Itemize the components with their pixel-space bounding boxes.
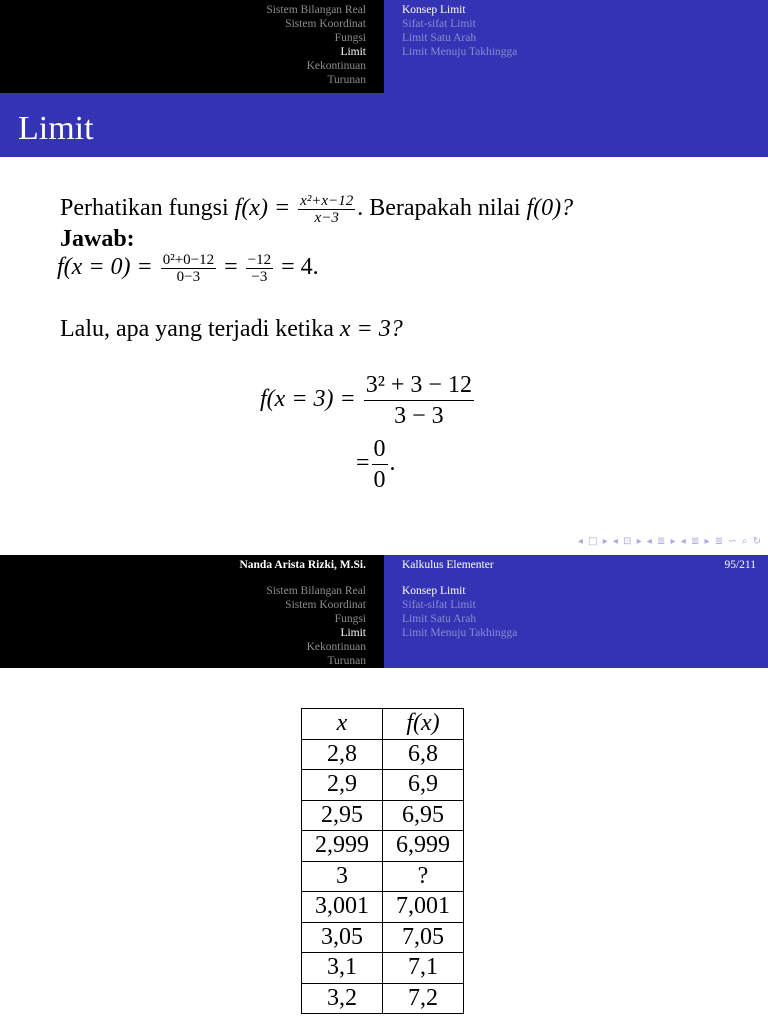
beamer-navigation-symbols[interactable]: ◂ □ ▸ ◂ ⊡ ▸ ◂ ≣ ▸ ◂ ≣ ▸ ≣ ∽ ⌕ ↻	[577, 536, 762, 547]
followup-math: x = 3?	[339, 316, 403, 342]
table-cell-fx: 6,999	[383, 831, 464, 862]
author-name: Nanda Arista Rizki, M.Si.	[0, 555, 384, 575]
table-cell-fx: 7,2	[383, 983, 464, 1014]
equation-line-1	[260, 370, 476, 431]
answer-result: = 4.	[281, 254, 319, 281]
subsection-link-sifat-sifat-limit[interactable]: Sifat-sifat Limit	[402, 599, 476, 611]
table-row	[302, 770, 464, 801]
subsection-link-konsep-limit[interactable]: Konsep Limit	[402, 4, 466, 16]
table-cell-x: 2,95	[302, 800, 383, 831]
fraction-numerator: 3² + 3 − 12	[364, 370, 474, 401]
table-cell-fx: 7,05	[383, 922, 464, 953]
table-cell-x: 3	[302, 861, 383, 892]
followup-text: Lalu, apa yang terjadi ketika	[60, 316, 334, 342]
question-text: Perhatikan fungsi	[60, 195, 229, 222]
followup-line	[60, 314, 403, 344]
equation-tail: .	[389, 450, 396, 477]
table-cell-fx: 7,1	[383, 953, 464, 984]
section-link-limit[interactable]: Limit	[340, 627, 366, 639]
fraction-numerator: x²+x−12	[300, 193, 354, 209]
table-header-row	[302, 709, 464, 740]
fraction-denominator: 3 − 3	[394, 403, 444, 429]
fraction-denominator: 0−3	[176, 269, 201, 285]
fraction-numerator: 0²+0−12	[162, 252, 215, 268]
function-fraction	[298, 193, 355, 226]
equation-lhs: f(x = 3) =	[260, 386, 356, 413]
table-cell-fx: 6,9	[383, 770, 464, 801]
question-target: f(0)?	[526, 195, 574, 222]
answer-lhs: f(x = 0) =	[57, 254, 153, 281]
subsection-nav	[384, 0, 768, 93]
function-name: f	[234, 195, 242, 222]
subsection-link-sifat-sifat-limit[interactable]: Sifat-sifat Limit	[402, 18, 476, 30]
section-nav	[0, 575, 384, 668]
table-row	[302, 892, 464, 923]
table-cell-fx: 6,8	[383, 739, 464, 770]
section-link-sistem-koordinat[interactable]: Sistem Koordinat	[285, 18, 366, 30]
fraction-numerator: −12	[247, 252, 272, 268]
table-row	[302, 983, 464, 1014]
subsection-nav	[384, 575, 768, 668]
table-row	[302, 861, 464, 892]
table-row	[302, 922, 464, 953]
header-navigation	[0, 575, 768, 668]
header-navigation	[0, 0, 768, 93]
fraction-numerator: 0	[372, 434, 388, 465]
equation-fraction	[372, 434, 388, 495]
section-link-sistem-koordinat[interactable]: Sistem Koordinat	[285, 599, 366, 611]
equation-line-2	[356, 434, 396, 495]
fraction-denominator: −3	[251, 269, 268, 285]
answer-fraction-2	[246, 252, 273, 285]
column-header-x: x	[302, 709, 383, 740]
section-nav	[0, 0, 384, 93]
section-link-fungsi[interactable]: Fungsi	[334, 32, 366, 44]
table-row	[302, 831, 464, 862]
subsection-link-limit-satu-arah[interactable]: Limit Satu Arah	[402, 613, 477, 625]
subsection-link-limit-menuju-takhingga[interactable]: Limit Menuju Takhingga	[402, 46, 518, 58]
section-link-fungsi[interactable]: Fungsi	[334, 613, 366, 625]
table-cell-x: 3,05	[302, 922, 383, 953]
table-row	[302, 953, 464, 984]
section-link-kekontinuan[interactable]: Kekontinuan	[306, 641, 366, 653]
table-cell-fx: ?	[383, 861, 464, 892]
table-row	[302, 739, 464, 770]
info-right	[384, 555, 768, 575]
column-header-fx: f(x)	[383, 709, 464, 740]
answer-line	[57, 252, 319, 285]
subsection-link-limit-menuju-takhingga[interactable]: Limit Menuju Takhingga	[402, 627, 518, 639]
fraction-denominator: 0	[373, 467, 386, 493]
slide-96	[0, 555, 768, 1024]
values-table	[301, 708, 464, 1014]
answer-fraction-1	[161, 252, 216, 285]
function-arg: (x) =	[241, 195, 291, 222]
section-link-sistem-bilangan-real[interactable]: Sistem Bilangan Real	[266, 585, 366, 597]
question-tail: . Berapakah nilai	[357, 195, 521, 222]
subsection-link-konsep-limit[interactable]: Konsep Limit	[402, 585, 466, 597]
table-cell-x: 3,1	[302, 953, 383, 984]
frame-title: Limit	[0, 93, 768, 157]
table-cell-fx: 6,95	[383, 800, 464, 831]
table-cell-x: 3,001	[302, 892, 383, 923]
table-cell-x: 2,999	[302, 831, 383, 862]
fraction-denominator: x−3	[314, 210, 339, 226]
question-line	[60, 193, 573, 226]
section-link-kekontinuan[interactable]: Kekontinuan	[306, 60, 366, 72]
equation-fraction	[364, 370, 474, 431]
section-link-limit[interactable]: Limit	[340, 46, 366, 58]
section-link-sistem-bilangan-real[interactable]: Sistem Bilangan Real	[266, 4, 366, 16]
table-cell-x: 2,9	[302, 770, 383, 801]
section-link-turunan[interactable]: Turunan	[327, 655, 366, 667]
table-row	[302, 800, 464, 831]
table-cell-x: 2,8	[302, 739, 383, 770]
section-link-turunan[interactable]: Turunan	[327, 74, 366, 86]
info-bar	[0, 555, 768, 575]
table-cell-x: 3,2	[302, 983, 383, 1014]
answer-label: Jawab:	[60, 226, 135, 252]
page-number: 95/211	[724, 559, 756, 571]
equation-lhs: =	[356, 450, 370, 477]
table-cell-fx: 7,001	[383, 892, 464, 923]
course-title: Kalkulus Elementer	[402, 559, 494, 571]
subsection-link-limit-satu-arah[interactable]: Limit Satu Arah	[402, 32, 477, 44]
equals-sign: =	[224, 254, 238, 281]
